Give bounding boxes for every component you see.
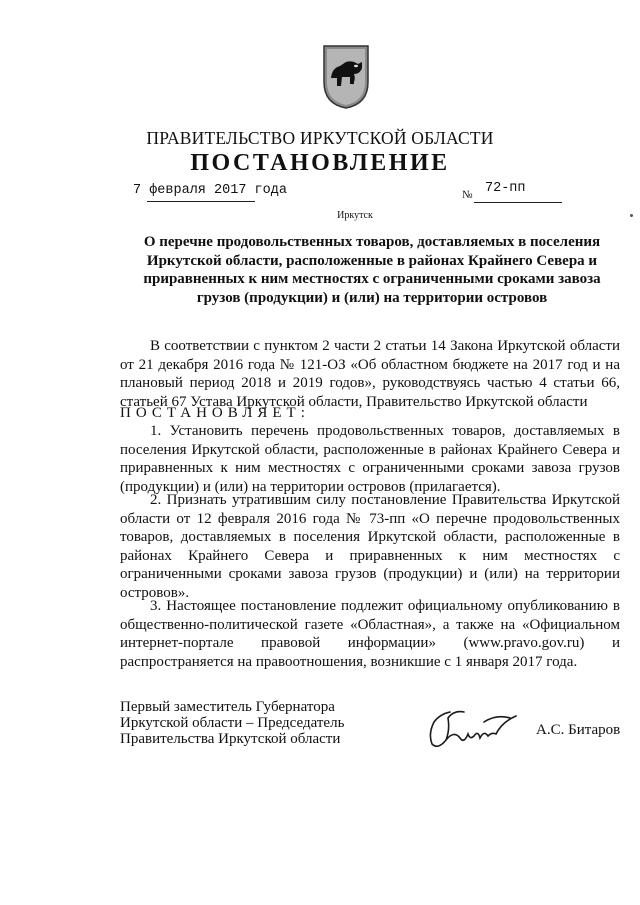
date-underline — [147, 201, 255, 202]
document-subject: О перечне продовольственных товаров, доставляемых в поселения Иркутской области, расположенные в районах Крайнего Севера и приравненных к ним местностях с ограниченными сроками завоза грузов (продукции) и (или) на территории островов — [143, 234, 601, 306]
position-line-3: Правительства Иркутской области — [120, 731, 341, 747]
document-date: 7 февраля 2017 года — [133, 183, 287, 198]
item-1-paragraph: 1. Установить перечень продовольственных товаров, доставляемых в поселения Иркутской области, расположенные в районах Крайнего Севера и приравненных к ним местностях с ограниченными сроками завоза грузов (продукции) и (или) на территории островов (прилагается). — [120, 423, 620, 495]
position-line-1: Первый заместитель Губернатора — [120, 699, 335, 715]
city: Иркутск — [337, 210, 373, 221]
item-3-paragraph: 3. Настоящее постановление подлежит официальному опубликованию в общественно-политической газете «Областная», а также на «Официальном интернет-портале правовой информации» (www.pravo.gov.ru) и распространяется на правоотношения, возникшие с 1 января 2017 года. — [120, 598, 620, 670]
preamble-paragraph: В соответствии с пунктом 2 части 2 статьи 14 Закона Иркутской области от 21 декабря 2016 года № 121-ОЗ «Об областном бюджете на 2017 год и на плановый период 2018 и 2019 годов», руководствуясь частью 4 статьи 66, статьей 67 Устава Иркутской области, Правительство Иркутской области — [120, 338, 620, 410]
number-underline — [474, 202, 562, 203]
government-name: ПРАВИТЕЛЬСТВО ИРКУТСКОЙ ОБЛАСТИ — [146, 128, 494, 148]
handwritten-signature — [420, 700, 520, 755]
resolves-heading: ПОСТАНОВЛЯЕТ: — [120, 405, 310, 421]
coat-of-arms-icon — [322, 44, 370, 110]
document-number: 72-пп — [485, 181, 526, 196]
signatory-name: А.С. Битаров — [536, 722, 621, 738]
document-type: ПОСТАНОВЛЕНИЕ — [190, 150, 450, 176]
item-2-paragraph: 2. Признать утратившим силу постановление Правительства Иркутской области от 12 февраля 2016 года № 73-пп «О перечне продовольственных товаров, доставляемых в поселения Иркутской области, расположенные в районах Крайнего Севера и приравненных к ним местностях с ограниченными сроками завоза грузов (продукции) и (или) на территории островов». — [120, 492, 620, 601]
signatory-position — [120, 699, 344, 747]
position-line-2: Иркутской области – Председатель — [120, 715, 345, 731]
number-sign: № — [462, 189, 473, 201]
